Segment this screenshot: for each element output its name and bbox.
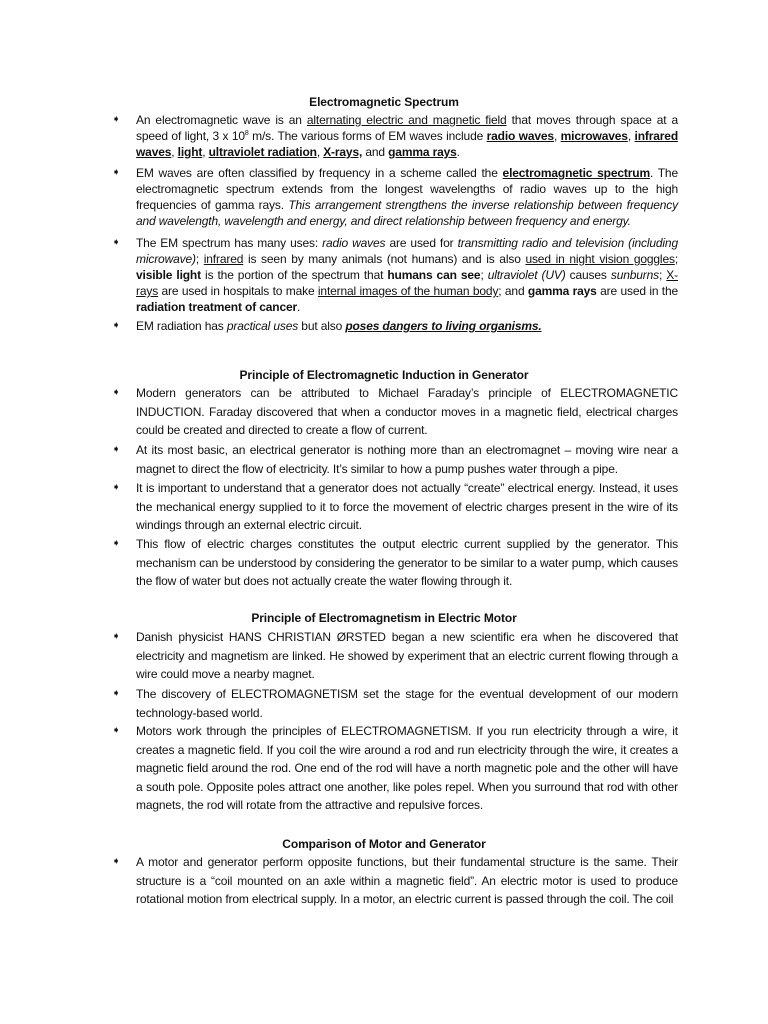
section-title-motor-generator-comparison: Comparison of Motor and Generator bbox=[282, 837, 486, 851]
arrow-bullet-icon: ➧ bbox=[112, 725, 121, 736]
list-item: ➧ Danish physicist HANS CHRISTIAN ØRSTED began a new scientific era when he discovered that electricity and magnetism are linked. He showed by experiment that an electric current flowing through a wire could move a nearby magnet. bbox=[112, 630, 678, 682]
list-item: ➧ EM waves are often classified by frequency in a scheme called the electromagnetic spectrum. The electromagnetic spectrum extends from the longest wavelengths of radio waves up to the high frequencies of gamma rays. This arrangement strengthens the inverse relationship between frequency and wavelength, wavelength and energy, and direct relationship between frequency and energy. bbox=[112, 166, 678, 228]
arrow-bullet-icon: ➧ bbox=[112, 237, 121, 248]
list-item: ➧ At its most basic, an electrical generator is nothing more than an electromagnet – moving wire near a magnet to direct the flow of electricity. It’s similar to how a pump pushes water through a pipe. bbox=[112, 443, 678, 476]
list-item: ➧ An electromagnetic wave is an alternating electric and magnetic field that moves through space at a speed of light, 3 x $10^8$ m/s. The various forms of EM waves include radio waves, microwaves, infrared waves, light, ultraviolet radiation, X-rays, and gamma rays. bbox=[112, 113, 678, 159]
arrow-bullet-icon: ➧ bbox=[112, 444, 121, 455]
section-title-induction-generator: Principle of Electromagnetic Induction in Generator bbox=[239, 368, 529, 382]
list-item: ➧ The EM spectrum has many uses: radio waves are used for transmitting radio and television (including microwave); infrared is seen by many animals (not humans) and is also used in night vision goggles; visible light is the portion of the spectrum that humans can see; ultraviolet (UV) causes sunburns; X-rays are used in hospitals to make internal images of the human body; and gamma rays are used in the radiation treatment of cancer. bbox=[112, 236, 679, 314]
arrow-bullet-icon: ➧ bbox=[112, 114, 121, 125]
arrow-bullet-icon: ➧ bbox=[112, 167, 121, 178]
list-item: ➧ EM radiation has practical uses but also poses dangers to living organisms. bbox=[112, 319, 542, 333]
arrow-bullet-icon: ➧ bbox=[112, 538, 121, 549]
arrow-bullet-icon: ➧ bbox=[112, 482, 121, 493]
list-item: ➧ The discovery of ELECTROMAGNETISM set the stage for the eventual development of our modern technology-based world. bbox=[112, 687, 678, 720]
arrow-bullet-icon: ➧ bbox=[112, 631, 121, 642]
arrow-bullet-icon: ➧ bbox=[112, 387, 121, 398]
arrow-bullet-icon: ➧ bbox=[112, 856, 121, 867]
list-item: ➧ This flow of electric charges constitutes the output electric current supplied by the generator. This mechanism can be understood by considering the generator to be similar to a water pump, which causes the flow of water but does not actually create the water flowing through it. bbox=[112, 537, 678, 589]
list-item: ➧ A motor and generator perform opposite functions, but their fundamental structure is the same. Their structure is a “coil mounted on an axle within a magnetic field”. An electric motor is used to produce rotational motion from electrical supply. In a motor, an electric current is passed through the coil. The coil bbox=[112, 855, 678, 907]
section-title-electromagnetic-spectrum: Electromagnetic Spectrum bbox=[309, 95, 459, 109]
section-title-electromagnetism-motor: Principle of Electromagnetism in Electric Motor bbox=[251, 611, 517, 625]
arrow-bullet-icon: ➧ bbox=[112, 320, 121, 331]
list-item: ➧ It is important to understand that a generator does not actually “create” electrical energy. Instead, it uses the mechanical energy supplied to it to force the movement of electric charges present in the wire of its windings through an external electric circuit. bbox=[112, 481, 678, 533]
arrow-bullet-icon: ➧ bbox=[112, 688, 121, 699]
list-item: ➧ Motors work through the principles of ELECTROMAGNETISM. If you run electricity through a wire, it creates a magnetic field. If you coil the wire around a rod and run electricity through the wire, it creates a magnetic field around the rod. One end of the rod will have a north magnetic pole and the other will have a south pole. Opposite poles attract one another, like poles repel. When you surround that rod with other magnets, the rod will rotate from the attractive and repulsive forces. bbox=[112, 724, 678, 813]
list-item: ➧ Modern generators can be attributed to Michael Faraday’s principle of ELECTROMAGNETIC INDUCTION. Faraday discovered that when a conductor moves in a magnetic field, electrical charges could be created and directed to create a flow of current. bbox=[112, 386, 678, 438]
